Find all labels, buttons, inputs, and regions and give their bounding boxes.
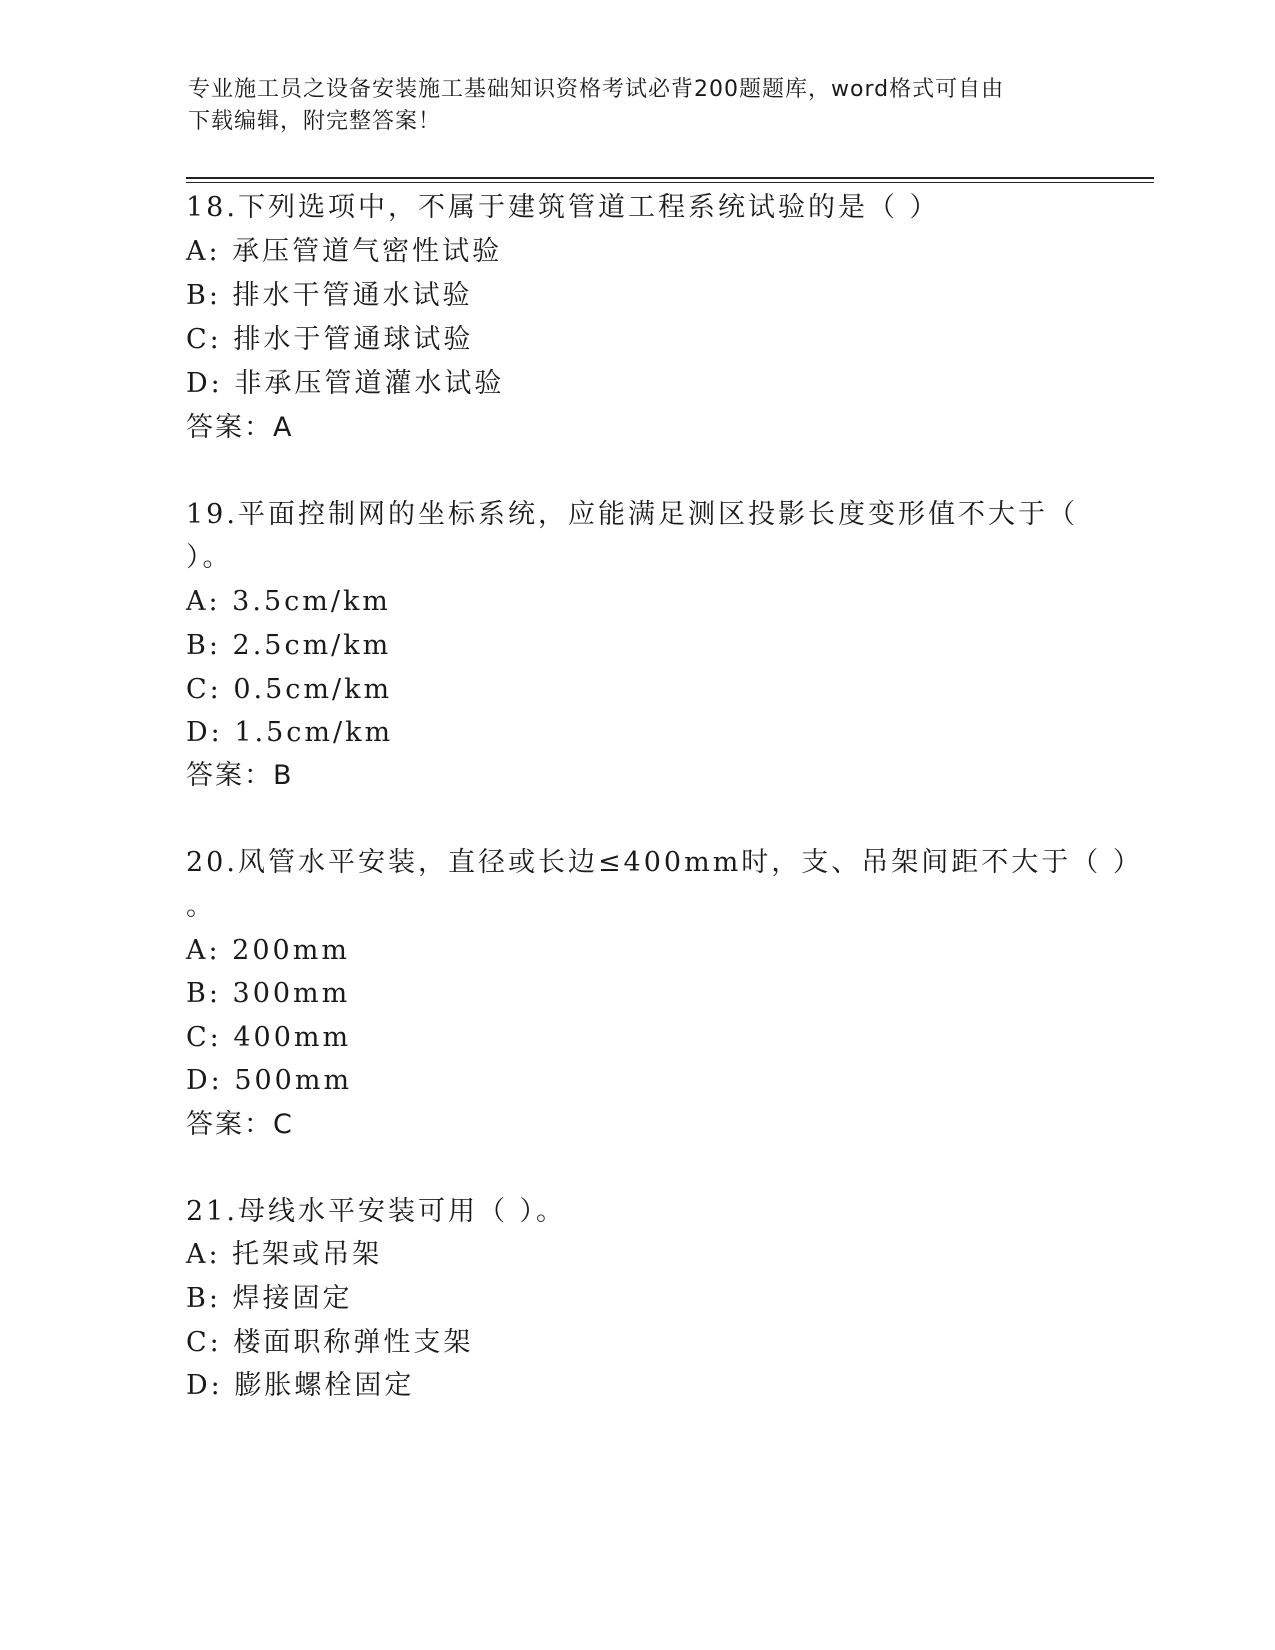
question-20-option-a: A: 200mm	[186, 935, 350, 966]
question-20-option-b: B: 300mm	[186, 978, 351, 1009]
document-header	[188, 74, 1068, 138]
question-19-option-c: C: 0.5cm/km	[186, 674, 393, 705]
header-line-1: 专业施工员之设备安装施工基础知识资格考试必背200题题库，word格式可自由	[188, 77, 1005, 102]
question-19-stem: 19.平面控制网的坐标系统，应能满足测区投影长度变形值不大于（	[186, 499, 1078, 530]
header-divider-thick	[186, 177, 1154, 179]
question-21-option-a: A: 托架或吊架	[186, 1239, 383, 1270]
header-divider-thin	[186, 182, 1154, 183]
header-line-2: 下载编辑，附完整答案！	[188, 109, 442, 134]
question-20-option-d: D: 500mm	[186, 1065, 353, 1096]
question-19-option-d: D: 1.5cm/km	[186, 717, 394, 748]
question-18-option-b: B: 排水干管通水试验	[186, 280, 473, 311]
question-21-option-d: D: 膨胀螺栓固定	[186, 1370, 415, 1401]
question-21-option-b: B: 焊接固定	[186, 1283, 353, 1314]
question-18-option-c: C: 排水于管通球试验	[186, 324, 474, 355]
question-18-answer: 答案：A	[186, 412, 294, 443]
question-20-stem: 20.风管水平安装，直径或长边≤400mm时，支、吊架间距不大于（ ）	[186, 847, 1143, 878]
question-20-option-c: C: 400mm	[186, 1022, 352, 1053]
question-19-option-a: A: 3.5cm/km	[186, 586, 391, 617]
question-19-option-b: B: 2.5cm/km	[186, 630, 392, 661]
question-20-stem-cont: 。	[186, 891, 216, 922]
question-18-option-d: D: 非承压管道灌水试验	[186, 368, 505, 399]
question-18-option-a: A: 承压管道气密性试验	[186, 236, 503, 267]
question-21-stem: 21.母线水平安装可用（ ）。	[186, 1196, 567, 1227]
question-18-stem: 18.下列选项中，不属于建筑管道工程系统试验的是（ ）	[186, 192, 940, 223]
question-20-answer: 答案：C	[186, 1109, 294, 1140]
question-19-answer: 答案：B	[186, 760, 294, 791]
question-19-stem-cont: ）。	[186, 542, 233, 573]
question-21-option-c: C: 楼面职称弹性支架	[186, 1327, 474, 1358]
